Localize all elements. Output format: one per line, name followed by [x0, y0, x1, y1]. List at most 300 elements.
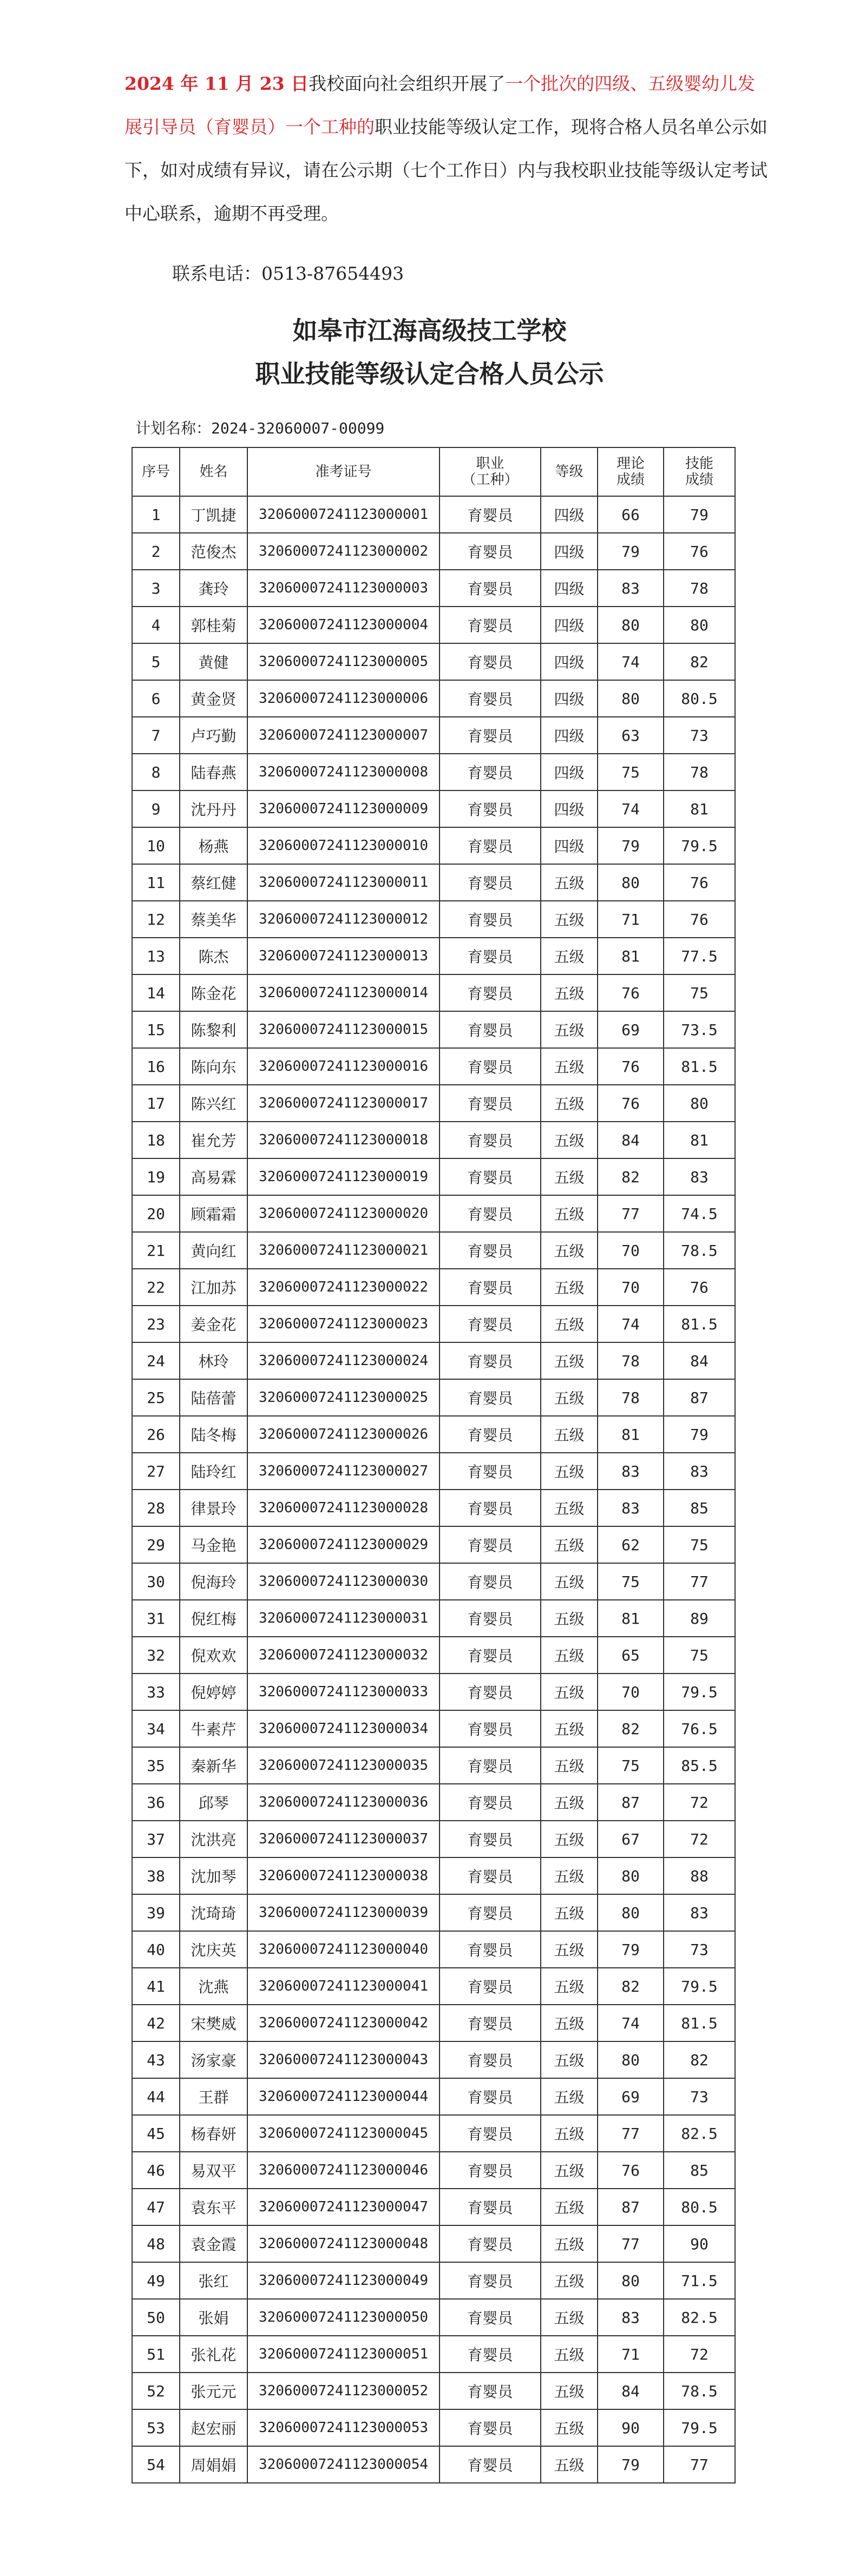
cell-seq: 24: [132, 1342, 180, 1379]
cell-level: 五级: [541, 2336, 598, 2373]
cell-cert: 32060007241123000011: [247, 864, 440, 901]
cell-name: 沈洪亮: [180, 1821, 247, 1857]
cell-theory: 79: [598, 2446, 664, 2483]
cell-skill: 73.5: [664, 1011, 735, 1048]
cell-skill: 78.5: [664, 1232, 735, 1269]
school-title: 如皋市江海高级技工学校: [292, 316, 567, 345]
cell-name: 沈庆英: [180, 1931, 247, 1968]
cell-level: 五级: [541, 2078, 598, 2115]
table-row: [132, 1821, 735, 1857]
cell-name: 陈杰: [180, 938, 247, 974]
cell-cert: 32060007241123000038: [247, 1857, 440, 1894]
cell-level: 四级: [541, 790, 598, 827]
cell-cert: 32060007241123000001: [247, 496, 440, 533]
cell-level: 四级: [541, 570, 598, 607]
cell-job: 育婴员: [440, 1931, 541, 1968]
cell-cert: 32060007241123000033: [247, 1674, 440, 1710]
cell-name: 陆玲红: [180, 1453, 247, 1490]
table-row: [132, 1526, 735, 1563]
cell-theory: 74: [598, 1306, 664, 1342]
contact-phone: 0513-87654493: [261, 263, 404, 284]
table-row: [132, 607, 735, 643]
table-row: [132, 754, 735, 790]
cell-cert: 32060007241123000042: [247, 2005, 440, 2041]
cell-skill: 77.5: [664, 938, 735, 974]
cell-name: 郭桂菊: [180, 607, 247, 643]
table-row: [132, 1563, 735, 1600]
cell-skill: 83: [664, 1453, 735, 1490]
cell-cert: 32060007241123000009: [247, 790, 440, 827]
cell-theory: 80: [598, 680, 664, 717]
cell-theory: 83: [598, 570, 664, 607]
cell-cert: 32060007241123000010: [247, 827, 440, 864]
cell-skill: 79: [664, 496, 735, 533]
cell-cert: 32060007241123000024: [247, 1342, 440, 1379]
cell-seq: 29: [132, 1526, 180, 1563]
table-row: [132, 2115, 735, 2152]
cell-skill: 76: [664, 533, 735, 570]
header-skill-line2: 成绩: [685, 472, 713, 488]
cell-name: 汤家豪: [180, 2041, 247, 2078]
cell-level: 五级: [541, 1158, 598, 1195]
cell-name: 倪婷婷: [180, 1674, 247, 1710]
cell-job: 育婴员: [440, 496, 541, 533]
cell-theory: 76: [598, 1048, 664, 1085]
cell-job: 育婴员: [440, 1857, 541, 1894]
table-row: [132, 974, 735, 1011]
cell-seq: 34: [132, 1710, 180, 1747]
cell-job: 育婴员: [440, 901, 541, 938]
intro-highlight: 一个批次的四级、五级婴幼儿发展引导员（育婴员）一个工种的: [124, 73, 756, 137]
cell-level: 五级: [541, 1637, 598, 1674]
cell-seq: 44: [132, 2078, 180, 2115]
cell-cert: 32060007241123000003: [247, 570, 440, 607]
cell-seq: 20: [132, 1195, 180, 1232]
cell-skill: 77: [664, 1563, 735, 1600]
cell-name: 陆蓓蕾: [180, 1379, 247, 1416]
cell-theory: 75: [598, 1563, 664, 1600]
cell-theory: 87: [598, 1784, 664, 1821]
table-row: [132, 1747, 735, 1784]
cell-cert: 32060007241123000041: [247, 1968, 440, 2005]
table-row: [132, 2373, 735, 2409]
cell-cert: 32060007241123000034: [247, 1710, 440, 1747]
cell-theory: 87: [598, 2189, 664, 2225]
cell-level: 五级: [541, 1747, 598, 1784]
cell-theory: 80: [598, 2041, 664, 2078]
cell-job: 育婴员: [440, 570, 541, 607]
cell-seq: 19: [132, 1158, 180, 1195]
cell-seq: 41: [132, 1968, 180, 2005]
cell-cert: 32060007241123000027: [247, 1453, 440, 1490]
table-row: [132, 2152, 735, 2189]
cell-seq: 53: [132, 2409, 180, 2446]
table-row: [132, 717, 735, 754]
cell-level: 五级: [541, 1784, 598, 1821]
cell-seq: 4: [132, 607, 180, 643]
cell-job: 育婴员: [440, 1526, 541, 1563]
cell-theory: 63: [598, 717, 664, 754]
cell-name: 倪海玲: [180, 1563, 247, 1600]
cell-skill: 90: [664, 2225, 735, 2262]
cell-theory: 78: [598, 1342, 664, 1379]
cell-level: 五级: [541, 1526, 598, 1563]
cell-job: 育婴员: [440, 864, 541, 901]
cell-job: 育婴员: [440, 2189, 541, 2225]
cell-name: 黄金贤: [180, 680, 247, 717]
cell-job: 育婴员: [440, 1011, 541, 1048]
table-row: [132, 2446, 735, 2483]
cell-seq: 5: [132, 643, 180, 680]
cell-level: 五级: [541, 901, 598, 938]
cell-level: 四级: [541, 496, 598, 533]
cell-name: 倪红梅: [180, 1600, 247, 1637]
cell-cert: 32060007241123000019: [247, 1158, 440, 1195]
header-seq: 序号: [132, 447, 180, 496]
cell-cert: 32060007241123000043: [247, 2041, 440, 2078]
cell-level: 五级: [541, 2262, 598, 2299]
intro-text-1: 我校面向社会组织开展了: [309, 73, 506, 94]
cell-seq: 21: [132, 1232, 180, 1269]
cell-name: 律景玲: [180, 1490, 247, 1526]
cell-level: 五级: [541, 2152, 598, 2189]
cell-name: 黄向红: [180, 1232, 247, 1269]
table-row: [132, 533, 735, 570]
cell-skill: 80.5: [664, 2189, 735, 2225]
cell-seq: 46: [132, 2152, 180, 2189]
cell-job: 育婴员: [440, 974, 541, 1011]
cell-skill: 82.5: [664, 2115, 735, 2152]
table-row: [132, 864, 735, 901]
table-row: [132, 1158, 735, 1195]
cell-cert: 32060007241123000046: [247, 2152, 440, 2189]
plan-name: 计划名称：2024-32060007-00099: [135, 419, 385, 437]
cell-cert: 32060007241123000025: [247, 1379, 440, 1416]
table-header-row: [132, 447, 735, 496]
cell-theory: 66: [598, 496, 664, 533]
cell-name: 丁凯捷: [180, 496, 247, 533]
cell-job: 育婴员: [440, 1122, 541, 1158]
cell-theory: 71: [598, 901, 664, 938]
cell-name: 沈琦琦: [180, 1894, 247, 1931]
cell-job: 育婴员: [440, 717, 541, 754]
header-job-line1: 职业: [476, 456, 504, 472]
cell-cert: 32060007241123000030: [247, 1563, 440, 1600]
cell-cert: 32060007241123000040: [247, 1931, 440, 1968]
cell-level: 五级: [541, 1416, 598, 1453]
cell-theory: 76: [598, 2152, 664, 2189]
cell-name: 赵宏丽: [180, 2409, 247, 2446]
cell-job: 育婴员: [440, 2262, 541, 2299]
cell-skill: 75: [664, 1526, 735, 1563]
cell-name: 沈燕: [180, 1968, 247, 2005]
table-row: [132, 2262, 735, 2299]
cell-name: 杨燕: [180, 827, 247, 864]
cell-name: 倪欢欢: [180, 1637, 247, 1674]
contact-line: [172, 260, 404, 285]
header-theory-line2: 成绩: [616, 472, 645, 488]
cell-name: 秦新华: [180, 1747, 247, 1784]
cell-level: 五级: [541, 1232, 598, 1269]
cell-name: 袁东平: [180, 2189, 247, 2225]
cell-name: 王群: [180, 2078, 247, 2115]
table-row: [132, 1416, 735, 1453]
table-row: [132, 496, 735, 533]
cell-skill: 81: [664, 1122, 735, 1158]
header-level: 等级: [541, 447, 598, 496]
cell-job: 育婴员: [440, 1637, 541, 1674]
cell-job: 育婴员: [440, 1306, 541, 1342]
table-row: [132, 2336, 735, 2373]
cell-level: 五级: [541, 1379, 598, 1416]
cell-level: 五级: [541, 1600, 598, 1637]
cell-theory: 83: [598, 1490, 664, 1526]
table-row: [132, 1085, 735, 1122]
cell-job: 育婴员: [440, 1085, 541, 1122]
cell-cert: 32060007241123000047: [247, 2189, 440, 2225]
cell-seq: 7: [132, 717, 180, 754]
cell-level: 五级: [541, 1894, 598, 1931]
cell-cert: 32060007241123000051: [247, 2336, 440, 2373]
cell-name: 陆冬梅: [180, 1416, 247, 1453]
table-row: [132, 1637, 735, 1674]
cell-level: 五级: [541, 1490, 598, 1526]
cell-job: 育婴员: [440, 1821, 541, 1857]
cell-name: 蔡美华: [180, 901, 247, 938]
cell-job: 育婴员: [440, 938, 541, 974]
cell-skill: 78: [664, 570, 735, 607]
cell-seq: 22: [132, 1269, 180, 1306]
cell-skill: 76: [664, 864, 735, 901]
cell-skill: 83: [664, 1158, 735, 1195]
table-row: [132, 1490, 735, 1526]
cell-theory: 82: [598, 1158, 664, 1195]
cell-seq: 18: [132, 1122, 180, 1158]
cell-name: 陈兴红: [180, 1085, 247, 1122]
cell-cert: 32060007241123000023: [247, 1306, 440, 1342]
cell-theory: 70: [598, 1674, 664, 1710]
cell-name: 周娟娟: [180, 2446, 247, 2483]
cell-level: 四级: [541, 680, 598, 717]
cell-name: 陆春燕: [180, 754, 247, 790]
cell-job: 育婴员: [440, 2373, 541, 2409]
cell-level: 五级: [541, 1710, 598, 1747]
table-row: [132, 1600, 735, 1637]
cell-name: 陈黎利: [180, 1011, 247, 1048]
header-job-line2: （工种）: [462, 472, 519, 488]
cell-skill: 72: [664, 1821, 735, 1857]
cell-job: 育婴员: [440, 1453, 541, 1490]
table-row: [132, 1968, 735, 2005]
cell-seq: 6: [132, 680, 180, 717]
cell-theory: 79: [598, 827, 664, 864]
cell-name: 牛素芹: [180, 1710, 247, 1747]
cell-level: 五级: [541, 2041, 598, 2078]
cell-level: 五级: [541, 2409, 598, 2446]
header-name: 姓名: [180, 447, 247, 496]
cell-skill: 74.5: [664, 1195, 735, 1232]
table-row: [132, 1894, 735, 1931]
cell-name: 顾霜霜: [180, 1195, 247, 1232]
cell-name: 姜金花: [180, 1306, 247, 1342]
cell-seq: 52: [132, 2373, 180, 2409]
cell-theory: 67: [598, 1821, 664, 1857]
table-row: [132, 1011, 735, 1048]
cell-job: 育婴员: [440, 2005, 541, 2041]
cell-level: 五级: [541, 864, 598, 901]
cell-job: 育婴员: [440, 790, 541, 827]
cell-skill: 72: [664, 1784, 735, 1821]
cell-name: 范俊杰: [180, 533, 247, 570]
cell-name: 杨春妍: [180, 2115, 247, 2152]
table-row: [132, 2005, 735, 2041]
cell-level: 五级: [541, 1674, 598, 1710]
cell-skill: 83: [664, 1894, 735, 1931]
cell-name: 袁金霞: [180, 2225, 247, 2262]
cell-job: 育婴员: [440, 2409, 541, 2446]
cell-seq: 54: [132, 2446, 180, 2483]
table-row: [132, 570, 735, 607]
cell-skill: 80.5: [664, 680, 735, 717]
header-theory: [598, 447, 664, 496]
header-job: [440, 447, 541, 496]
table-row: [132, 1269, 735, 1306]
cell-level: 五级: [541, 1085, 598, 1122]
cell-skill: 73: [664, 1931, 735, 1968]
cell-cert: 32060007241123000026: [247, 1416, 440, 1453]
cell-theory: 77: [598, 2225, 664, 2262]
cell-seq: 25: [132, 1379, 180, 1416]
cell-seq: 28: [132, 1490, 180, 1526]
table-row: [132, 2189, 735, 2225]
cell-theory: 80: [598, 2262, 664, 2299]
cell-cert: 32060007241123000049: [247, 2262, 440, 2299]
cell-seq: 51: [132, 2336, 180, 2373]
cell-theory: 78: [598, 1379, 664, 1416]
table-row: [132, 1931, 735, 1968]
cell-seq: 16: [132, 1048, 180, 1085]
cell-skill: 76: [664, 901, 735, 938]
table-row: [132, 2225, 735, 2262]
cell-skill: 75: [664, 1637, 735, 1674]
cell-seq: 1: [132, 496, 180, 533]
cell-cert: 32060007241123000002: [247, 533, 440, 570]
cell-name: 张红: [180, 2262, 247, 2299]
cell-skill: 76.5: [664, 1710, 735, 1747]
cell-name: 崔允芳: [180, 1122, 247, 1158]
cell-seq: 33: [132, 1674, 180, 1710]
cell-name: 易双平: [180, 2152, 247, 2189]
header-cert: 准考证号: [247, 447, 440, 496]
cell-level: 五级: [541, 1048, 598, 1085]
cell-cert: 32060007241123000028: [247, 1490, 440, 1526]
table-row: [132, 1453, 735, 1490]
cell-level: 五级: [541, 1821, 598, 1857]
cell-skill: 85: [664, 2152, 735, 2189]
cell-cert: 32060007241123000006: [247, 680, 440, 717]
cell-seq: 3: [132, 570, 180, 607]
results-table: [132, 447, 736, 2483]
cell-cert: 32060007241123000035: [247, 1747, 440, 1784]
cell-cert: 32060007241123000021: [247, 1232, 440, 1269]
cell-cert: 32060007241123000044: [247, 2078, 440, 2115]
cell-theory: 81: [598, 1416, 664, 1453]
cell-seq: 27: [132, 1453, 180, 1490]
cell-skill: 81.5: [664, 1048, 735, 1085]
cell-skill: 75: [664, 974, 735, 1011]
cell-skill: 81.5: [664, 2005, 735, 2041]
cell-level: 五级: [541, 1857, 598, 1894]
cell-theory: 76: [598, 1085, 664, 1122]
table-row: [132, 1122, 735, 1158]
cell-seq: 8: [132, 754, 180, 790]
cell-cert: 32060007241123000012: [247, 901, 440, 938]
cell-cert: 32060007241123000022: [247, 1269, 440, 1306]
cell-cert: 32060007241123000007: [247, 717, 440, 754]
cell-theory: 80: [598, 607, 664, 643]
cell-job: 育婴员: [440, 1600, 541, 1637]
cell-seq: 36: [132, 1784, 180, 1821]
cell-seq: 9: [132, 790, 180, 827]
cell-name: 高易霖: [180, 1158, 247, 1195]
cell-cert: 32060007241123000048: [247, 2225, 440, 2262]
cell-skill: 78.5: [664, 2373, 735, 2409]
cell-theory: 82: [598, 1710, 664, 1747]
cell-name: 黄健: [180, 643, 247, 680]
cell-level: 五级: [541, 2299, 598, 2336]
cell-cert: 32060007241123000045: [247, 2115, 440, 2152]
cell-job: 育婴员: [440, 1710, 541, 1747]
cell-theory: 84: [598, 1122, 664, 1158]
cell-name: 龚玲: [180, 570, 247, 607]
cell-seq: 30: [132, 1563, 180, 1600]
table-row: [132, 1674, 735, 1710]
cell-job: 育婴员: [440, 1232, 541, 1269]
cell-cert: 32060007241123000005: [247, 643, 440, 680]
cell-skill: 81.5: [664, 1306, 735, 1342]
cell-theory: 71: [598, 2336, 664, 2373]
cell-skill: 73: [664, 2078, 735, 2115]
cell-theory: 76: [598, 974, 664, 1011]
cell-skill: 82: [664, 643, 735, 680]
cell-seq: 37: [132, 1821, 180, 1857]
cell-seq: 38: [132, 1857, 180, 1894]
table-row: [132, 1342, 735, 1379]
cell-level: 五级: [541, 2189, 598, 2225]
cell-job: 育婴员: [440, 1379, 541, 1416]
cell-level: 五级: [541, 2115, 598, 2152]
cell-theory: 77: [598, 2115, 664, 2152]
cell-seq: 40: [132, 1931, 180, 1968]
cell-name: 沈加琴: [180, 1857, 247, 1894]
cell-level: 四级: [541, 827, 598, 864]
cell-level: 五级: [541, 974, 598, 1011]
cell-skill: 85: [664, 1490, 735, 1526]
cell-skill: 76: [664, 1269, 735, 1306]
cell-theory: 74: [598, 2005, 664, 2041]
cell-theory: 70: [598, 1269, 664, 1306]
cell-job: 育婴员: [440, 1158, 541, 1195]
cell-job: 育婴员: [440, 2078, 541, 2115]
cell-theory: 75: [598, 1747, 664, 1784]
cell-skill: 80: [664, 1085, 735, 1122]
cell-cert: 32060007241123000029: [247, 1526, 440, 1563]
cell-cert: 32060007241123000014: [247, 974, 440, 1011]
cell-cert: 32060007241123000008: [247, 754, 440, 790]
cell-level: 五级: [541, 2446, 598, 2483]
cell-job: 育婴员: [440, 1195, 541, 1232]
cell-seq: 43: [132, 2041, 180, 2078]
